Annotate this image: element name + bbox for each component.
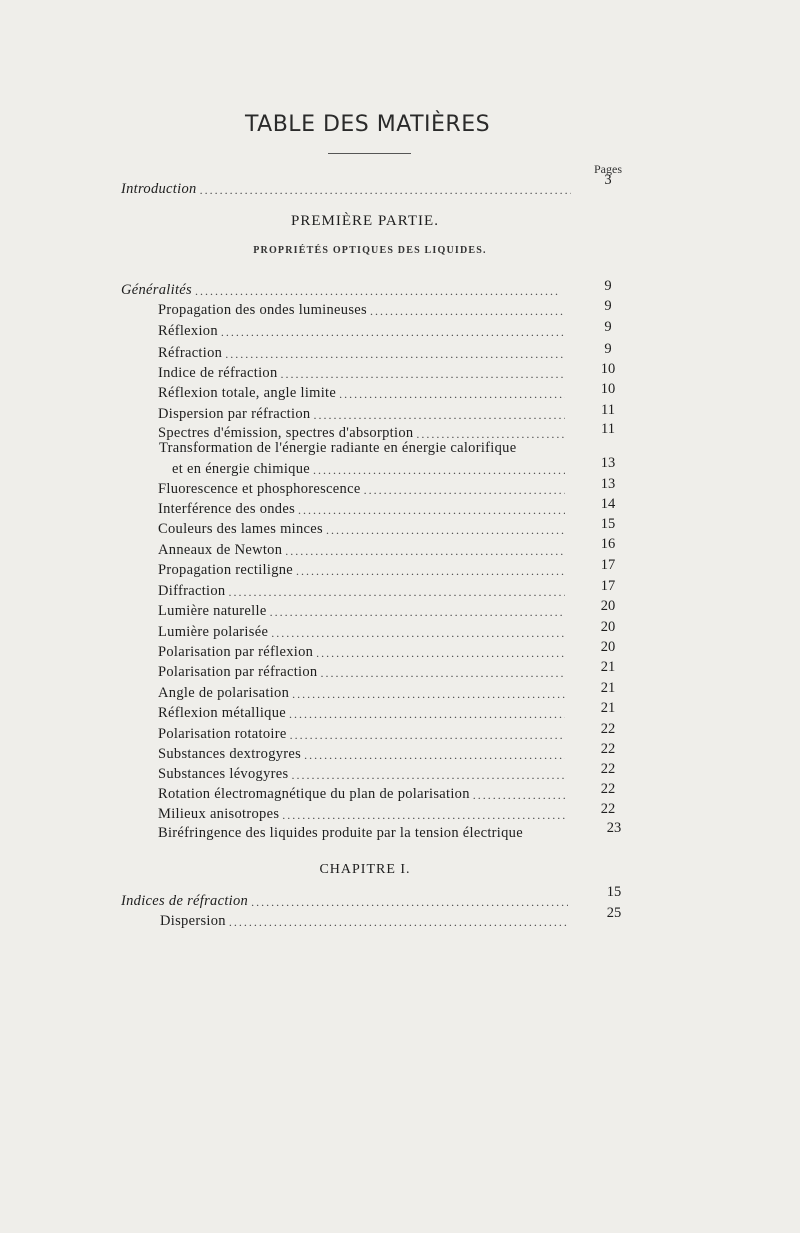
toc-entry[interactable] [158, 763, 568, 783]
toc-page-number: 9 [604, 298, 612, 314]
toc-entry-label: Réflexion métallique [158, 705, 287, 721]
toc-entry[interactable] [121, 890, 571, 910]
leader-dots [290, 728, 565, 743]
leader-dots [281, 367, 565, 382]
leader-dots [313, 408, 565, 423]
toc-page-number: 14 [600, 496, 616, 512]
leader-dots [289, 707, 565, 722]
toc-page-number: 16 [600, 536, 616, 552]
leader-dots [228, 585, 565, 600]
title-rule [328, 153, 411, 154]
toc-entry-label: Généralités [121, 282, 192, 298]
toc-entry-label: Spectres d'émission, spectres d'absorption [158, 425, 414, 441]
toc-entry[interactable] [158, 320, 568, 340]
toc-entry[interactable] [158, 702, 568, 722]
toc-entry[interactable] [158, 403, 568, 423]
toc-entry[interactable] [158, 382, 568, 402]
toc-entry[interactable] [158, 743, 568, 763]
toc-entry[interactable] [158, 498, 568, 518]
leader-dots [473, 788, 565, 803]
leader-dots [321, 666, 566, 681]
leader-dots [298, 503, 565, 518]
page-title: TABLE DES MATIÈRES [244, 112, 491, 137]
toc-entry-label: Polarisation par réfraction [158, 664, 318, 680]
toc-entry-label: Propagation rectiligne [158, 562, 294, 578]
toc-entry[interactable] [158, 362, 568, 382]
leader-dots [326, 523, 565, 538]
toc-entry[interactable] [158, 803, 568, 823]
toc-entry-introduction[interactable] [121, 178, 574, 198]
toc-entry-label: Interférence des ondes [158, 501, 296, 517]
leader-dots [316, 646, 565, 661]
leader-dots [339, 387, 565, 402]
leader-dots [364, 483, 565, 498]
leader-dots [200, 183, 571, 198]
toc-entry-label: Diffraction [158, 583, 226, 599]
chapter-title: CHAPITRE I. [319, 862, 411, 877]
toc-page-number: 9 [604, 278, 612, 294]
toc-page-number: 13 [600, 476, 616, 492]
leader-dots [251, 895, 568, 910]
toc-page-number: 22 [600, 721, 616, 737]
toc-entry-label: Anneaux de Newton [158, 542, 283, 558]
leader-dots [229, 915, 568, 930]
toc-entry[interactable] [158, 518, 568, 538]
toc-page-number: 10 [600, 361, 616, 377]
toc-entry-label: Lumière polarisée [158, 624, 269, 640]
toc-entry-label: Dispersion par réfraction [158, 406, 311, 422]
toc-page-number: 21 [600, 659, 616, 675]
toc-entry[interactable] [158, 641, 568, 661]
toc-entry-label: Angle de polarisation [158, 685, 290, 701]
toc-entry-label: Fluorescence et phosphorescence [158, 481, 361, 497]
toc-page-number: 22 [600, 801, 616, 817]
toc-entry[interactable] [158, 783, 568, 803]
toc-page-number: 17 [600, 557, 616, 573]
toc-entry[interactable] [158, 661, 568, 681]
toc-entry-label: Polarisation rotatoire [158, 726, 287, 742]
toc-entry[interactable] [158, 682, 568, 702]
toc-entry-label: Milieux anisotropes [158, 806, 280, 822]
toc-entry-label: Réflexion [158, 323, 218, 339]
toc-entry-label: Couleurs des lames minces [158, 521, 323, 537]
toc-entry-label: Introduction [121, 181, 197, 197]
leader-dots [225, 347, 565, 362]
leader-dots [370, 304, 565, 319]
toc-entry-generalites[interactable] [121, 279, 561, 299]
toc-entry-label: Polarisation par réflexion [158, 644, 314, 660]
toc-page-number: 17 [600, 578, 616, 594]
part-subtitle: PROPRIÉTÉS OPTIQUES DES LIQUIDES. [253, 245, 487, 256]
toc-entry-label: Réfraction [158, 345, 223, 361]
toc-page-number: 9 [604, 341, 612, 357]
toc-entry[interactable] [158, 723, 568, 743]
leader-dots [195, 284, 558, 299]
toc-entry-label: Propagation des ondes lumineuses [158, 302, 367, 318]
leader-dots [271, 626, 565, 641]
toc-page-number: 22 [600, 781, 616, 797]
toc-entry[interactable] [158, 559, 568, 579]
toc-page-number: 25 [606, 905, 622, 921]
toc-entry[interactable] [158, 621, 568, 641]
toc-page-number: 15 [600, 516, 616, 532]
toc-page-number: 13 [600, 455, 616, 471]
toc-entry-label: Substances dextrogyres [158, 746, 302, 762]
toc-entry[interactable] [158, 539, 568, 559]
toc-entry[interactable] [172, 458, 568, 478]
leader-dots [282, 808, 565, 823]
toc-page-number: 10 [600, 381, 616, 397]
toc-page-number: 20 [600, 619, 616, 635]
leader-dots [296, 564, 565, 579]
toc-entry[interactable] [158, 478, 568, 498]
toc-page-number: 22 [600, 761, 616, 777]
part-title: PREMIÈRE PARTIE. [291, 213, 439, 229]
toc-page-number: 11 [601, 402, 615, 418]
toc-page-number: 21 [600, 700, 616, 716]
toc-entry-label: Rotation électromagnétique du plan de polarisation [158, 786, 470, 802]
toc-entry-label: Biréfringence des liquides produite par la tension électrique [158, 825, 523, 841]
leader-dots [292, 687, 565, 702]
toc-entry-label: Indice de réfraction [158, 365, 278, 381]
toc-entry-label: Dispersion [160, 913, 226, 929]
toc-entry[interactable] [158, 299, 568, 319]
toc-entry[interactable] [158, 600, 568, 620]
toc-entry-label: et en énergie chimique [172, 461, 310, 477]
toc-entry[interactable] [160, 910, 571, 930]
toc-page-number: 22 [600, 741, 616, 757]
leader-dots [291, 768, 565, 783]
pages-column-label: Pages [594, 162, 622, 176]
toc-entry-label: Lumière naturelle [158, 603, 267, 619]
toc-entry-label: Substances lévogyres [158, 766, 289, 782]
toc-page-number: 21 [600, 680, 616, 696]
toc-page-number: 3 [604, 172, 612, 188]
toc-entry[interactable] [158, 342, 568, 362]
toc-entry-label: Réflexion totale, angle limite [158, 385, 337, 401]
leader-dots [285, 544, 565, 559]
leader-dots [221, 325, 565, 340]
leader-dots [313, 463, 565, 478]
leader-dots [304, 748, 565, 763]
toc-entry-label-line1: Transformation de l'énergie radiante en énergie calorifique [159, 440, 517, 456]
toc-page-number: 9 [604, 319, 612, 335]
leader-dots [270, 605, 565, 620]
toc-entry-label: Indices de réfraction [121, 893, 249, 909]
toc-entry[interactable] [158, 422, 568, 442]
toc-page-number: 23 [606, 820, 622, 836]
toc-page-number: 11 [601, 421, 615, 437]
toc-entry[interactable] [158, 822, 578, 842]
toc-page-number: 20 [600, 598, 616, 614]
toc-entry[interactable] [158, 580, 568, 600]
toc-page-number: 15 [606, 884, 622, 900]
toc-page-number: 20 [600, 639, 616, 655]
